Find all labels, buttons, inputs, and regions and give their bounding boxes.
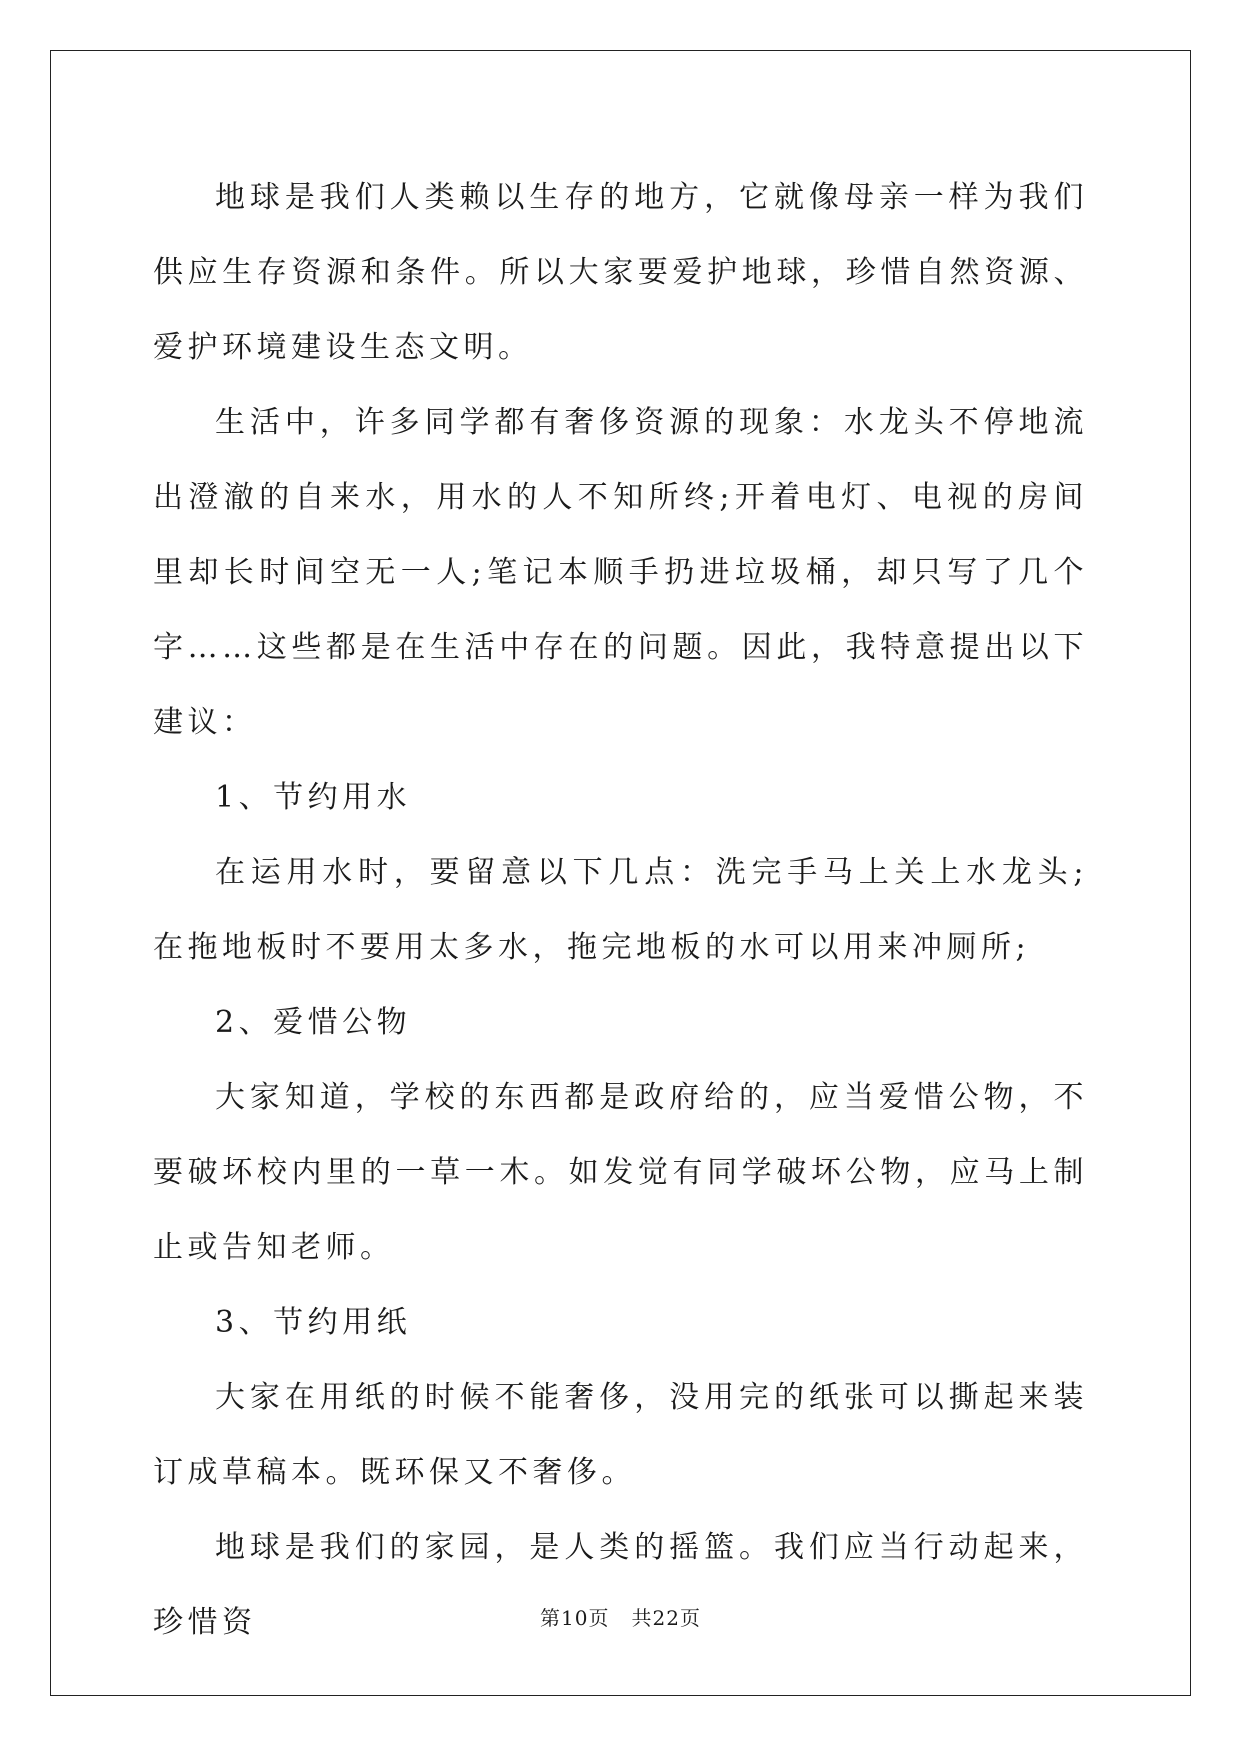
heading-save-water: 1、节约用水 — [215, 780, 412, 815]
paragraph-closing: 地球是我们的家园，是人类的摇篮。我们应当行动起来，珍惜资 — [153, 1530, 1088, 1640]
page-footer — [0, 1602, 1241, 1631]
paragraph-waste-problems: 生活中，许多同学都有奢侈资源的现象：水龙头不停地流出澄澈的自来水，用水的人不知所终;开着电灯、电视的房间里却长时间空无一人;笔记本顺手扔进垃圾桶，却只写了几个字……这些都是在生活中存在的问题。因此，我特意提出以下建议： — [153, 405, 1088, 740]
paragraph-save-paper: 大家在用纸的时候不能奢侈，没用完的纸张可以撕起来装订成草稿本。既环保又不奢侈。 — [153, 1380, 1088, 1490]
page-total: 共22页 — [631, 1606, 701, 1630]
paragraph-public-property: 大家知道，学校的东西都是政府给的，应当爱惜公物，不要破坏校内里的一草一木。如发觉有同学破坏公物，应马上制止或告知老师。 — [153, 1080, 1088, 1265]
paragraph-intro: 地球是我们人类赖以生存的地方，它就像母亲一样为我们供应生存资源和条件。所以大家要爱护地球，珍惜自然资源、爱护环境建设生态文明。 — [153, 180, 1088, 365]
document-body — [153, 160, 1088, 1660]
paragraph-save-water: 在运用水时，要留意以下几点：洗完手马上关上水龙头;在拖地板时不要用太多水，拖完地板的水可以用来冲厕所; — [153, 855, 1088, 965]
page-number: 第10页 — [540, 1606, 610, 1630]
heading-public-property: 2、爱惜公物 — [215, 1005, 412, 1040]
heading-save-paper: 3、节约用纸 — [215, 1305, 412, 1340]
